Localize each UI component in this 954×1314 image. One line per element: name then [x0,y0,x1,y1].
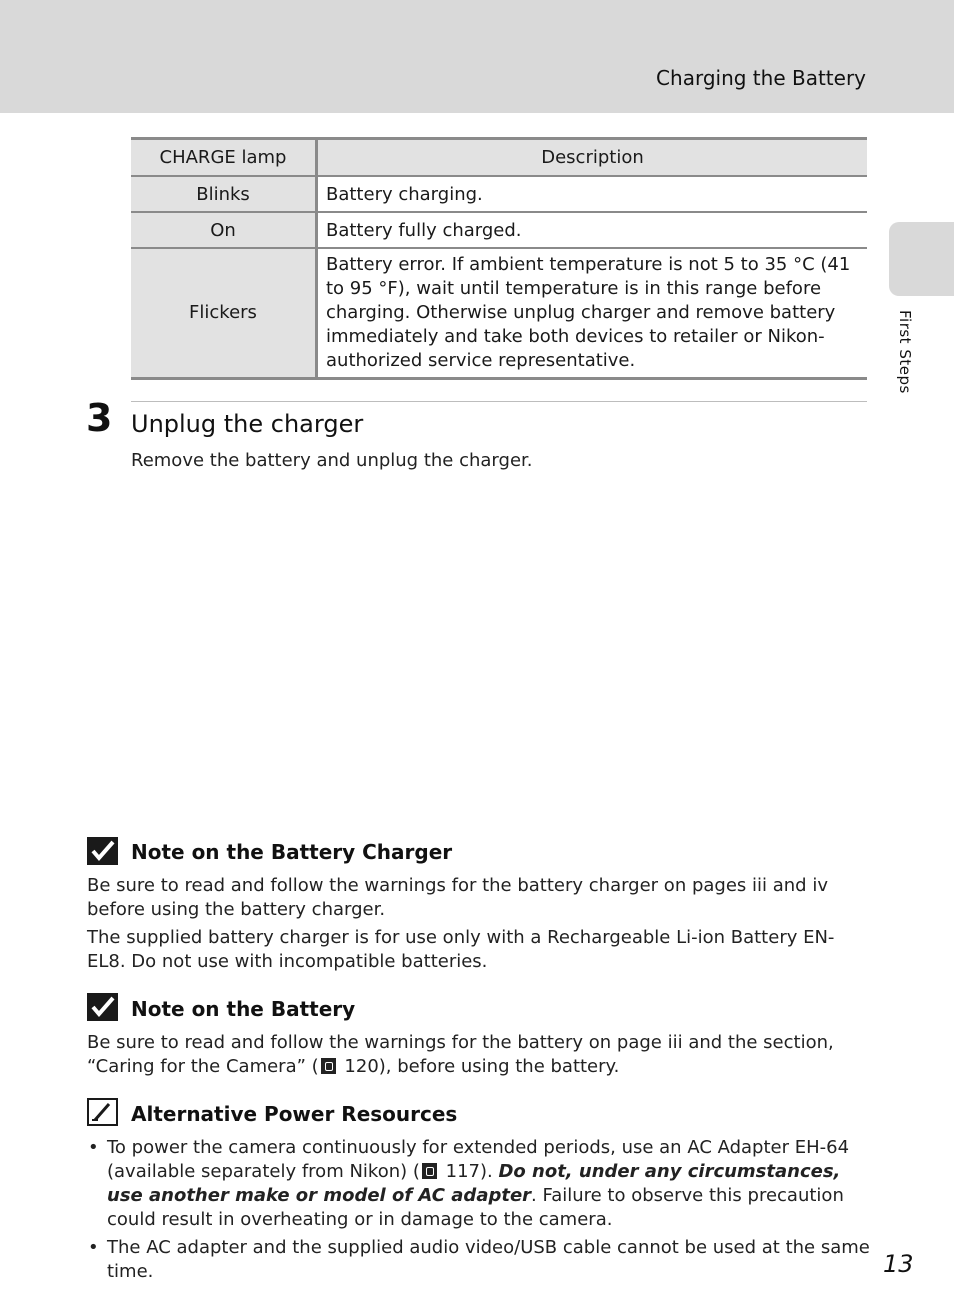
step-number: 3 [86,396,113,440]
table-row [131,212,867,248]
step-divider [131,401,867,402]
table-row [131,176,867,212]
note-paragraph [87,1031,872,1079]
description-cell: Battery fully charged. [317,212,868,248]
list-text: . Failure to observe this precaution could result in overheating or in damage to the camera. [107,1185,844,1230]
step-title: Unplug the charger [131,410,364,438]
note-text: 120), before using the battery. [338,1056,620,1077]
page-reference-icon [422,1163,437,1179]
page-header [0,0,954,113]
note-text: Be sure to read and follow the warnings for the battery on page iii and the section, “Caring for the Camera” ( [87,1032,834,1077]
section-tab-label: First Steps [896,310,914,394]
section-tab [889,222,954,296]
list-text: 117). [439,1161,499,1182]
table-header-row [131,139,867,177]
lamp-cell: On [131,212,317,248]
step-text: Remove the battery and unplug the charger. [131,450,533,471]
note-title-charger: Note on the Battery Charger [131,840,453,864]
lamp-cell: Blinks [131,176,317,212]
note-title-alt-power: Alternative Power Resources [131,1102,458,1126]
alt-power-list [87,1136,872,1288]
header-title: Charging the Battery [656,66,866,90]
caution-check-icon [87,837,118,865]
note-paragraph: Be sure to read and follow the warnings for the battery charger on pages iii and iv before using the battery charger. [87,875,828,920]
page-number: 13 [883,1250,914,1278]
warning-emphasis: Do not, under any circumstances, use another make or model of AC adapter [107,1161,841,1206]
list-text: To power the camera continuously for extended periods, use an AC Adapter EH-64 (available separately from Nikon) ( [107,1137,850,1182]
list-item [87,1136,872,1232]
table-row [131,248,867,379]
lamp-cell: Flickers [131,248,317,379]
description-cell: Battery error. If ambient temperature is not 5 to 35 °C (41 to 95 °F), wait until temperature is in this range before charging. Otherwise unplug charger and remove battery immediately and take both devices to retailer or Nikon-authorized service representative. [317,248,868,379]
note-title-battery: Note on the Battery [131,997,356,1021]
charge-lamp-table [131,137,867,380]
description-cell: Battery charging. [317,176,868,212]
note-paragraph: The supplied battery charger is for use only with a Rechargeable Li-ion Battery EN-EL8. Do not use with incompatible batteries. [87,927,835,972]
caution-check-icon [87,993,118,1021]
list-item: • The AC adapter and the supplied audio video/USB cable cannot be used at the same time. [87,1236,872,1284]
pencil-note-icon [87,1098,118,1126]
column-header-lamp: CHARGE lamp [131,139,317,177]
page-reference-icon [321,1058,336,1074]
column-header-description: Description [317,139,868,177]
